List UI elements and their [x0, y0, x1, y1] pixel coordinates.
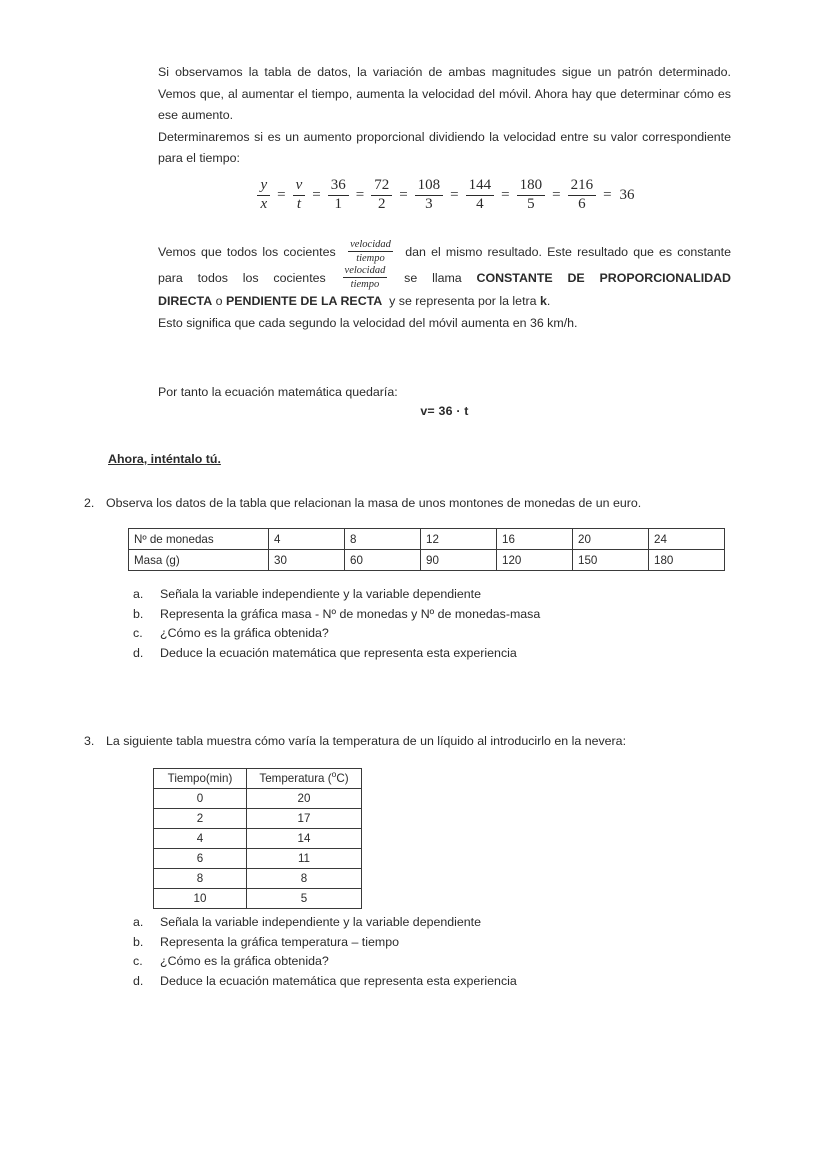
fraction-36-over-1: $\frac{36}{1}$	[328, 178, 349, 213]
exercise-3	[84, 732, 744, 750]
fraction-180-over-5: $\frac{180}{5}$	[517, 178, 546, 213]
subitem-text-a: Señala la variable independiente y la variable dependiente	[160, 587, 482, 601]
section-heading-try-it: Ahora, inténtalo tú.	[108, 452, 221, 466]
fraction-v-over-t: $\frac{v}{t}$	[293, 178, 306, 213]
row-label-mass: Masa (g)	[129, 550, 269, 571]
subitem-letter-b: b.	[133, 934, 144, 949]
cell-temp-0: 20	[247, 789, 362, 809]
degree-symbol: o	[331, 769, 337, 780]
cell-time-2: 4	[154, 829, 247, 849]
table-row	[154, 829, 362, 849]
list-item	[133, 624, 540, 644]
subitem-letter-a: a.	[133, 587, 144, 601]
subitem-letter-c: c.	[133, 954, 143, 969]
exercise-3-number: 3.	[84, 734, 95, 748]
cell-time-0: 0	[154, 789, 247, 809]
cell-temp-2: 14	[247, 829, 362, 849]
exercise-2	[84, 494, 744, 512]
list-item	[133, 933, 517, 953]
equals-sign: =	[355, 186, 365, 203]
equals-sign: =	[603, 186, 612, 203]
list-item	[133, 952, 517, 972]
cell-coins-5: 24	[649, 529, 725, 550]
subitem-letter-d: d.	[133, 973, 144, 988]
cell-temp-3: 11	[247, 849, 362, 869]
cell-mass-3: 120	[497, 550, 573, 571]
header-temp-prefix: Temperatura (	[259, 772, 332, 785]
exercise-3-prompt: La siguiente tabla muestra cómo varía la temperatura de un líquido al introducirlo en la nevera:	[106, 734, 627, 748]
paragraph-4: Esto significa que cada segundo la velocidad del móvil aumenta en 36 km/h.	[158, 315, 578, 330]
fraction-216-over-6: $\frac{216}{6}$	[568, 178, 597, 213]
table-row	[154, 869, 362, 889]
final-equation: v= 36 · t	[420, 403, 469, 418]
cell-time-1: 2	[154, 809, 247, 829]
p3-period: .	[546, 294, 551, 309]
conclusion-block	[158, 382, 731, 418]
cell-coins-4: 20	[573, 529, 649, 550]
exercise-2-subitems	[133, 585, 540, 663]
cell-mass-5: 180	[649, 550, 725, 571]
list-item	[133, 913, 517, 933]
cell-temp-4: 8	[247, 869, 362, 889]
table-coins-mass	[128, 528, 725, 571]
explanation-text-block	[158, 240, 731, 334]
term-pendiente-recta: PENDIENTE DE LA RECTA	[225, 294, 383, 309]
cell-mass-4: 150	[573, 550, 649, 571]
list-item	[133, 972, 517, 992]
cell-time-3: 6	[154, 849, 247, 869]
equals-sign: =	[552, 186, 561, 203]
subitem-text-d: Deduce la ecuación matemática que representa esta experiencia	[160, 973, 517, 988]
symbol-k: k	[539, 294, 547, 309]
fraction-108-over-3: $\frac{108}{3}$	[415, 178, 444, 213]
equals-sign: =	[277, 186, 286, 203]
list-item	[133, 585, 540, 605]
header-temperature	[247, 769, 362, 789]
p3-segment-1: Vemos que todos los cocientes	[158, 245, 336, 260]
cell-coins-2: 12	[421, 529, 497, 550]
paragraph-3	[158, 240, 731, 313]
table-row	[154, 889, 362, 909]
exercise-2-number: 2.	[84, 496, 95, 510]
p3-segment-2: dan el mismo resultado. Este resultado que es constante para todos los cocientes	[158, 245, 732, 285]
proportionality-equation	[158, 178, 731, 213]
p3-segment-4: y se representa por la letra	[389, 294, 537, 309]
equals-sign: =	[399, 186, 408, 203]
table-row	[154, 789, 362, 809]
table-row	[154, 809, 362, 829]
subitem-letter-b: b.	[133, 606, 144, 621]
cell-coins-0: 4	[269, 529, 345, 550]
inline-fraction-velocidad-tiempo: $\frac{\text{velocidad}}{\text{tiempo}}$	[350, 239, 391, 265]
table-time-temperature	[153, 768, 362, 909]
subitem-text-d: Deduce la ecuación matemática que representa esta experiencia	[160, 645, 517, 660]
subitem-letter-a: a.	[133, 915, 144, 929]
cell-coins-1: 8	[345, 529, 421, 550]
fraction-72-over-2: $\frac{72}{2}$	[371, 178, 392, 213]
table-header-row	[154, 769, 362, 789]
paragraph-1: Si observamos la tabla de datos, la variación de ambas magnitudes sigue un patrón determinado. Vemos que, al aumentar el tiempo, aumenta la velocidad del móvil. Ahora hay que determinar cómo es ese aumento.	[158, 65, 731, 122]
table-row	[154, 849, 362, 869]
subitem-text-c: ¿Cómo es la gráfica obtenida?	[160, 954, 329, 969]
row-label-coins: Nº de monedas	[129, 529, 269, 550]
fraction-144-over-4: $\frac{144}{4}$	[466, 178, 495, 213]
subitem-text-b: Representa la gráfica masa - Nº de monedas y Nº de monedas-masa	[160, 606, 541, 621]
paragraph-2: Determinaremos si es un aumento proporcional dividiendo la velocidad entre su valor correspondiente para el tiempo:	[158, 129, 731, 165]
equals-sign: =	[450, 186, 459, 203]
header-temp-suffix: C)	[336, 772, 349, 785]
list-item	[133, 644, 540, 664]
p3-segment-3: se llama	[404, 270, 462, 285]
cell-mass-2: 90	[421, 550, 497, 571]
list-item	[133, 605, 540, 625]
cell-temp-1: 17	[247, 809, 362, 829]
subitem-text-c: ¿Cómo es la gráfica obtenida?	[160, 626, 329, 641]
intro-text-block	[158, 62, 731, 170]
subitem-text-a: Señala la variable independiente y la variable dependiente	[160, 915, 482, 929]
subitem-letter-d: d.	[133, 645, 144, 660]
cell-mass-1: 60	[345, 550, 421, 571]
inline-fraction-velocidad-tiempo: $\frac{\text{velocidad}}{\text{tiempo}}$	[344, 264, 386, 290]
cell-time-4: 8	[154, 869, 247, 889]
cell-temp-5: 5	[247, 889, 362, 909]
cell-coins-3: 16	[497, 529, 573, 550]
exercise-2-prompt: Observa los datos de la tabla que relacionan la masa de unos montones de monedas de un euro.	[106, 496, 642, 510]
subitem-letter-c: c.	[133, 626, 143, 641]
equation-result-value: 36	[619, 186, 635, 203]
cell-mass-0: 30	[269, 550, 345, 571]
equals-sign: =	[501, 186, 510, 203]
equals-sign: =	[312, 186, 321, 203]
table-row	[129, 529, 725, 550]
paragraph-5: Por tanto la ecuación matemática quedaría:	[158, 385, 398, 399]
cell-time-5: 10	[154, 889, 247, 909]
exercise-3-subitems	[133, 913, 517, 991]
header-time: Tiempo(min)	[154, 769, 247, 789]
table-row	[129, 550, 725, 571]
subitem-text-b: Representa la gráfica temperatura – tiempo	[160, 934, 399, 949]
term-constante-proporcionalidad: CONSTANTE DE PROPORCIONALIDAD DIRECTA	[158, 270, 731, 309]
p3-conjunction: o	[215, 294, 223, 309]
fraction-y-over-x: $\frac{y}{x}$	[257, 178, 270, 213]
